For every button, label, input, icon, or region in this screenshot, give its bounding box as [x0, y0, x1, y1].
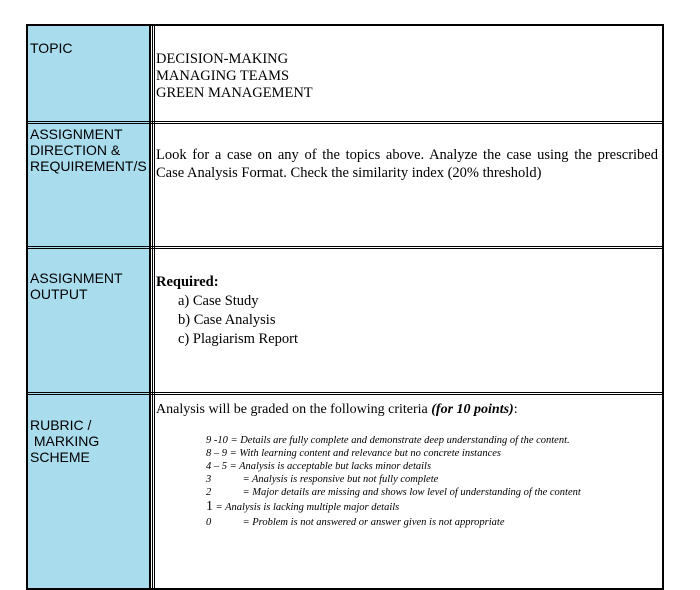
topic-content [156, 26, 658, 124]
criterion-score: 3 [206, 474, 212, 485]
criterion-desc: = Major details are missing and shows low level of understanding of the content [232, 487, 581, 498]
direction-label [28, 124, 151, 249]
output-label-line: OUTPUT [30, 286, 88, 302]
output-content [156, 249, 658, 395]
direction-label-line: DIRECTION & [30, 142, 121, 158]
output-label [28, 249, 151, 395]
direction-label-line: ASSIGNMENT [30, 126, 123, 142]
criterion-desc: = Analysis is responsive but not fully complete [232, 474, 439, 485]
direction-label-line: REQUIREMENT/S [30, 158, 147, 174]
output-item: b) Case Analysis [178, 312, 276, 328]
column-divider [152, 124, 155, 249]
output-heading: Required: [156, 274, 219, 290]
direction-text: Look for a case on any of the topics above. Analyze the case using the prescribed Case Analysis Format. Check the similarity index (20% threshold) [156, 147, 658, 181]
rubric-label [28, 395, 151, 588]
rubric-criterion [206, 473, 658, 486]
criterion-desc: = With learning content and relevance but no concrete instances [229, 448, 501, 459]
criterion-score: 8 – 9 [206, 448, 227, 459]
rubric-intro-end: : [513, 402, 518, 417]
rubric-intro [156, 401, 658, 418]
rubric-criterion [206, 486, 658, 499]
column-divider [152, 395, 155, 588]
rubric-label-line: MARKING [30, 433, 100, 449]
assignment-table [26, 24, 664, 590]
criterion-score: 1 [206, 499, 213, 514]
criterion-score: 2 [206, 487, 212, 498]
criterion-desc: = Analysis is acceptable but lacks minor details [229, 461, 432, 472]
criterion-score: 4 – 5 [206, 461, 227, 472]
output-item: a) Case Study [178, 293, 259, 309]
rubric-criterion [206, 499, 658, 516]
rubric-intro-text: Analysis will be graded on the following criteria [156, 402, 432, 417]
output-label-line: ASSIGNMENT [30, 270, 123, 286]
rubric-criterion [206, 516, 658, 529]
rubric-intro-points: (for 10 points) [431, 402, 514, 417]
topic-item: DECISION-MAKING [156, 51, 289, 67]
rubric-criterion [206, 434, 658, 447]
rubric-label-line: RUBRIC / [30, 417, 92, 433]
criterion-desc: = Analysis is lacking multiple major details [213, 502, 400, 513]
criterion-desc: = Details are fully complete and demonstrate deep understanding of the content. [230, 435, 570, 446]
topic-item: MANAGING TEAMS [156, 68, 290, 84]
topic-label [28, 26, 151, 124]
column-divider [152, 26, 155, 124]
rubric-label-line: SCHEME [30, 449, 90, 465]
rubric-criteria-list [156, 434, 658, 529]
output-item: c) Plagiarism Report [178, 331, 299, 347]
criterion-score: 0 [206, 517, 212, 528]
topic-item: GREEN MANAGEMENT [156, 85, 313, 101]
direction-row [28, 124, 662, 249]
rubric-row [28, 395, 662, 588]
criterion-score: 9 -10 [206, 435, 228, 446]
criterion-desc: = Problem is not answered or answer given is not appropriate [232, 517, 505, 528]
topic-row [28, 26, 662, 124]
rubric-criterion [206, 447, 658, 460]
column-divider [152, 249, 155, 395]
output-row [28, 249, 662, 395]
rubric-content [156, 395, 658, 588]
topic-label-text: TOPIC [30, 40, 73, 56]
rubric-criterion [206, 460, 658, 473]
